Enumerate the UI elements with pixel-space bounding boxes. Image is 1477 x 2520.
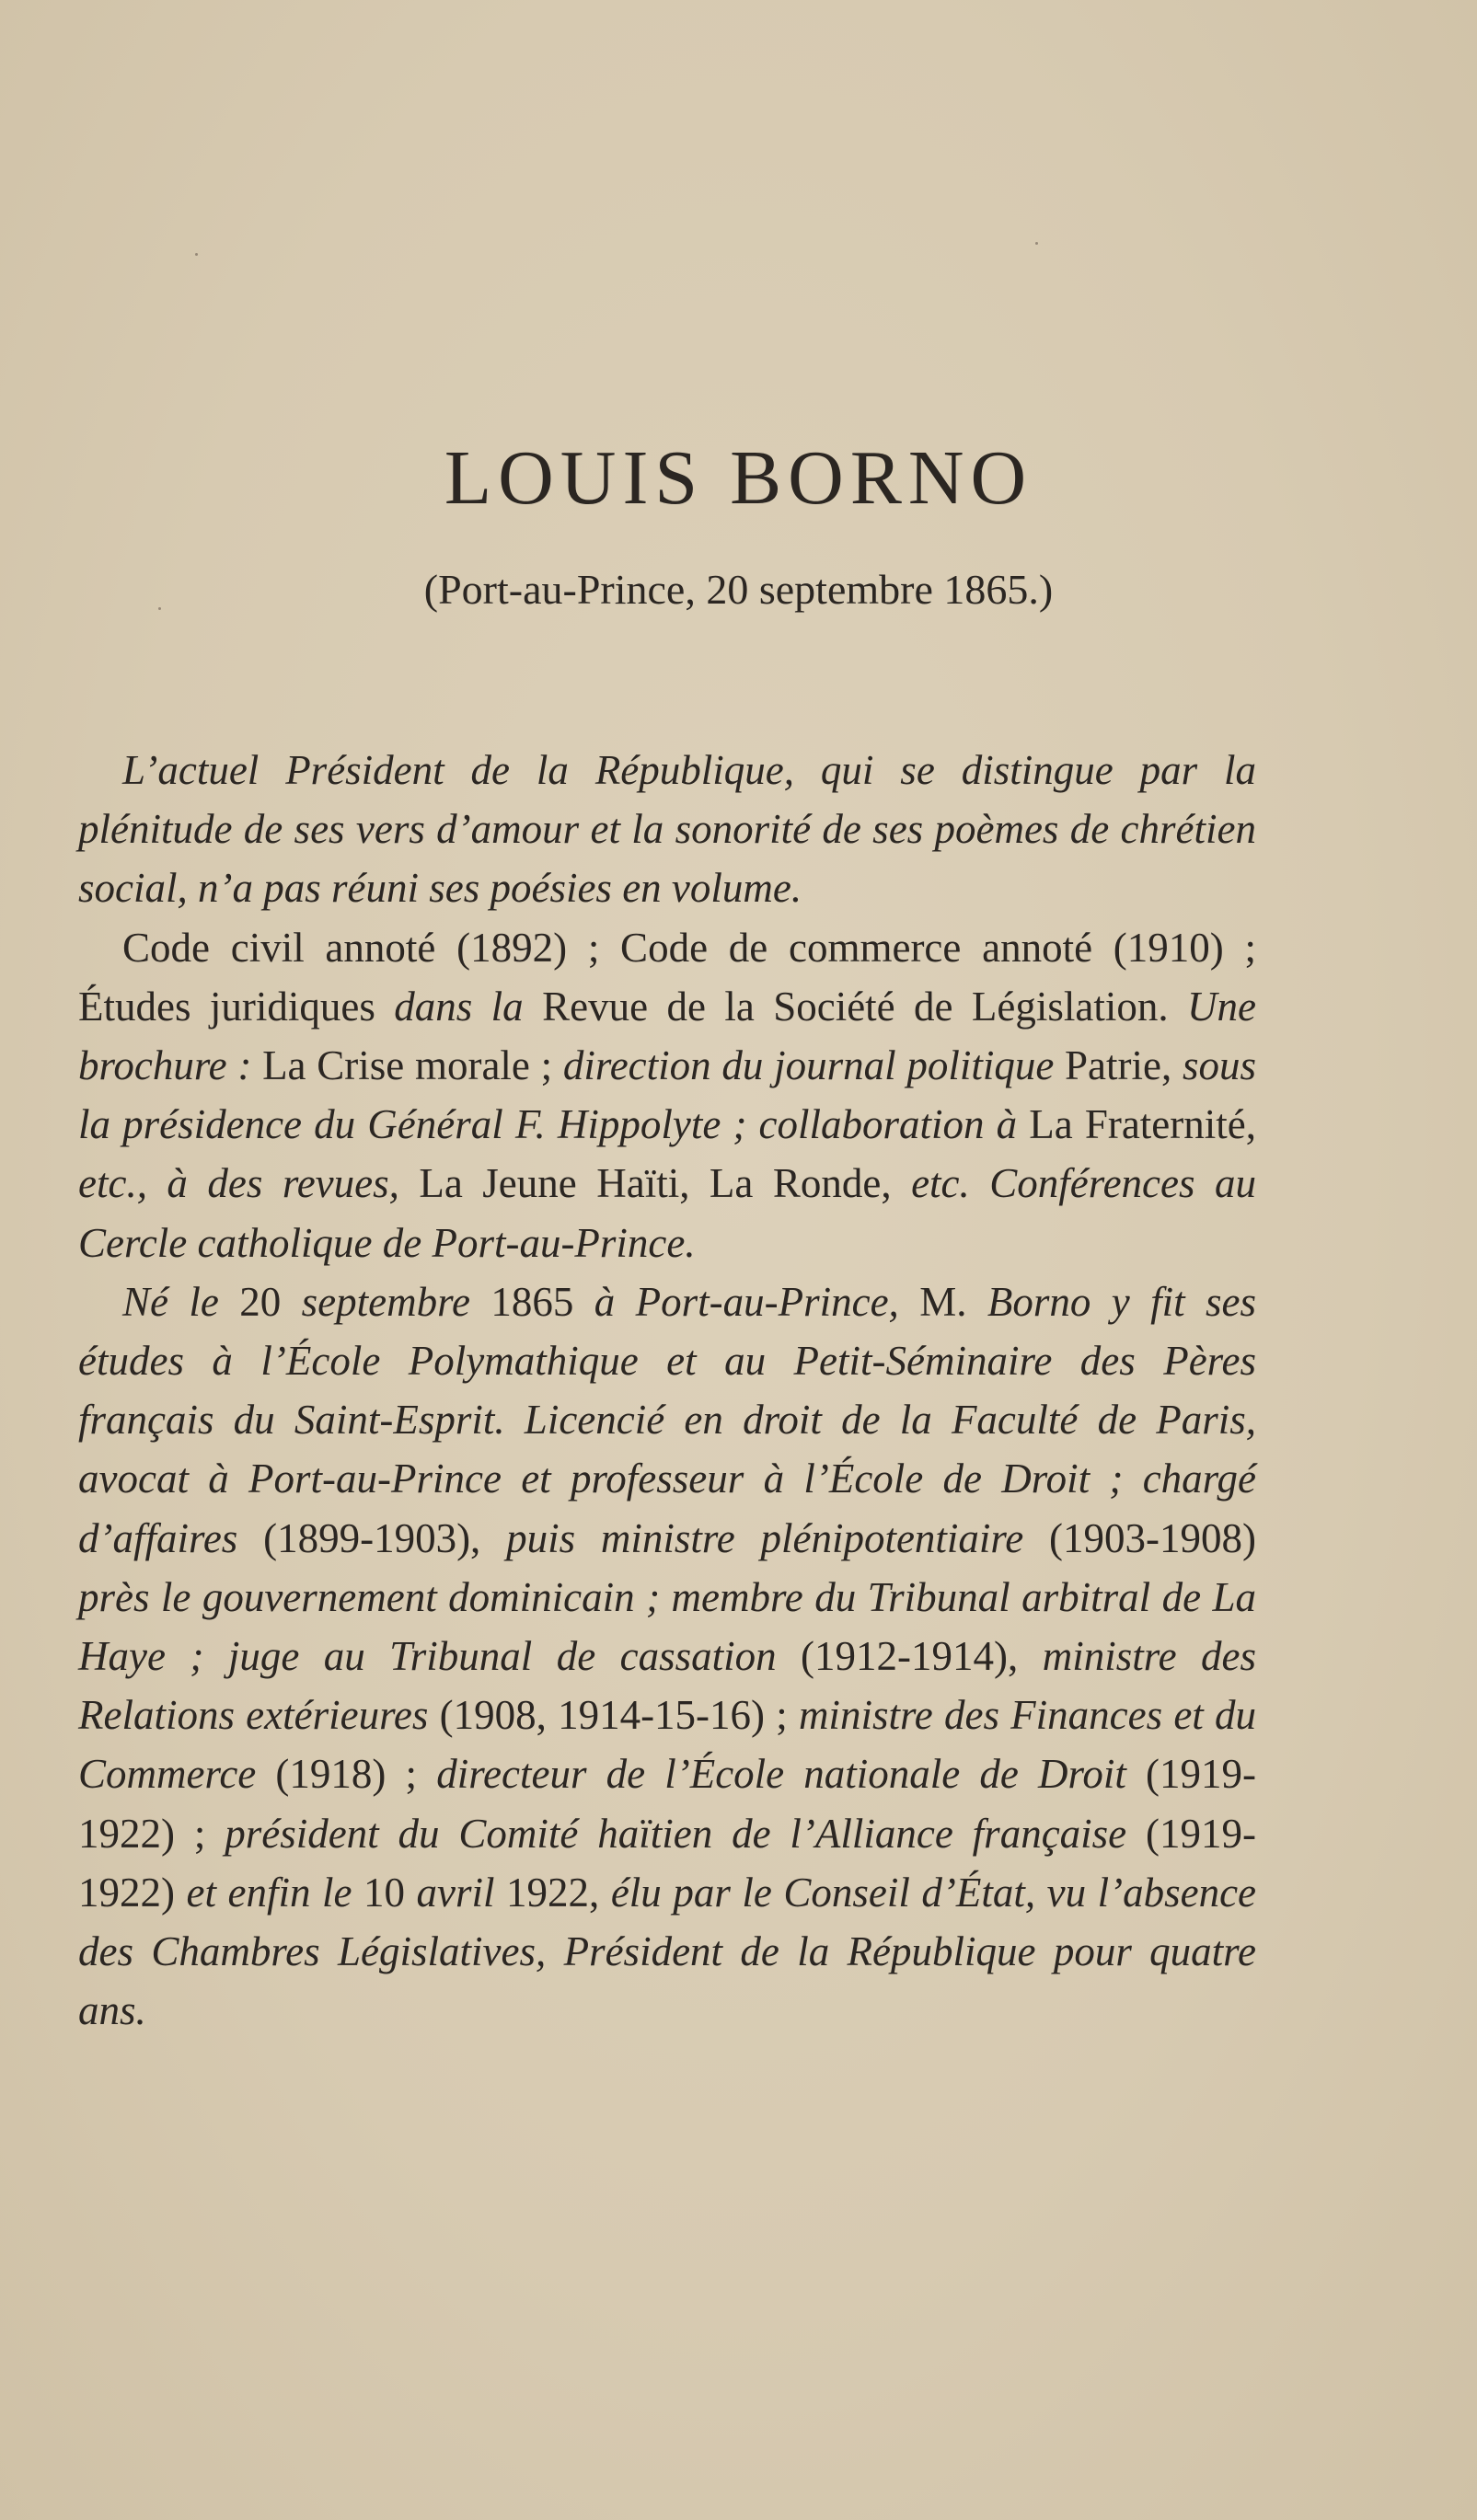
works-text: etc. Conférences au Cercle catholique de Port-au-Prince. — [78, 1160, 1256, 1266]
poet-name-heading: LOUIS BORNO — [444, 435, 1033, 521]
intro-text: L’actuel Président de la République, qui se distingue par la plénitude de ses vers d’amour et la sonorité de ses poèmes de chrétien social, n’a pas réuni ses poésies en volume. — [78, 747, 1256, 912]
article-body — [78, 741, 1256, 2040]
bio-text: puis ministre plénipotentiaire — [506, 1514, 1024, 1561]
bio-text: 20 — [218, 1278, 302, 1325]
works-text: direction du journal politique — [562, 1042, 1055, 1089]
bio-text: (1912-1914), — [776, 1633, 1043, 1680]
paper-speck — [195, 253, 198, 256]
bio-text: à Port-au-Prince, — [594, 1278, 899, 1325]
paper-speck — [1035, 242, 1038, 245]
bio-text: (1899-1903), — [237, 1514, 507, 1561]
bio-text: avril — [416, 1869, 495, 1916]
works-text: Une brochure : — [78, 983, 1257, 1089]
bio-text: 1865 — [469, 1278, 594, 1325]
works-text: Revue de la Société de Législation. — [523, 983, 1188, 1030]
bio-text: (1918) ; — [256, 1751, 437, 1798]
bio-text: directeur de l’École nationale de Droit — [436, 1751, 1126, 1798]
bio-text: ministre des Relations extérieures — [78, 1633, 1256, 1739]
works-text: sous la présidence du Général F. Hippolyte ; collaboration à — [78, 1042, 1257, 1148]
bio-text: président du Comité haïtien de l’Alliance française — [225, 1810, 1127, 1857]
bio-text: Borno y fit ses études à l’École Polymathique et au Petit-Séminaire des Pères français du Saint-Esprit. Licencié en droit de la Faculté de Paris, avocat à Port-au-Prince et professeur à l’École de Droit ; chargé d’affaires — [78, 1278, 1257, 1561]
bio-text: et enfin le — [186, 1869, 352, 1916]
works-text: La Jeune Haïti, La Ronde, — [398, 1160, 912, 1207]
bio-text: 1922, — [494, 1869, 611, 1916]
intro-paragraph — [78, 741, 1256, 918]
birth-place-date: (Port-au-Prince, 20 septembre 1865.) — [423, 566, 1054, 613]
biography-paragraph — [78, 1272, 1256, 2041]
works-text: dans la — [394, 983, 524, 1030]
bio-text: près le gouvernement dominicain ; membre du Tribunal arbitral de La Haye ; juge au Tribunal de cassation — [78, 1573, 1256, 1680]
works-text: La Fraternité, — [1017, 1101, 1256, 1148]
bio-text: ministre des Finances et du Commerce — [78, 1692, 1256, 1798]
bio-text: (1919-1922) — [78, 1810, 1256, 1916]
bio-text: 10 — [352, 1869, 417, 1916]
bio-text: (1908, 1914-15-16) ; — [428, 1692, 799, 1739]
bio-text: (1919-1922) ; — [78, 1751, 1256, 1857]
works-text: etc., à des revues, — [78, 1160, 399, 1207]
bio-text: Né le — [122, 1278, 219, 1325]
works-text: Code civil annoté (1892) ; Code de commerce annoté (1910) ; Études juridiques — [78, 924, 1256, 1030]
bio-text: M. — [898, 1278, 987, 1325]
works-text: La Crise morale ; — [251, 1042, 563, 1089]
bio-text: (1903-1908) — [1023, 1514, 1256, 1561]
bio-text: septembre — [301, 1278, 470, 1325]
bio-text: élu par le Conseil d’État, vu l’absence des Chambres Législatives, Président de la République pour quatre ans. — [78, 1869, 1257, 2034]
works-text: Patrie, — [1054, 1042, 1183, 1089]
works-paragraph — [78, 918, 1256, 1272]
